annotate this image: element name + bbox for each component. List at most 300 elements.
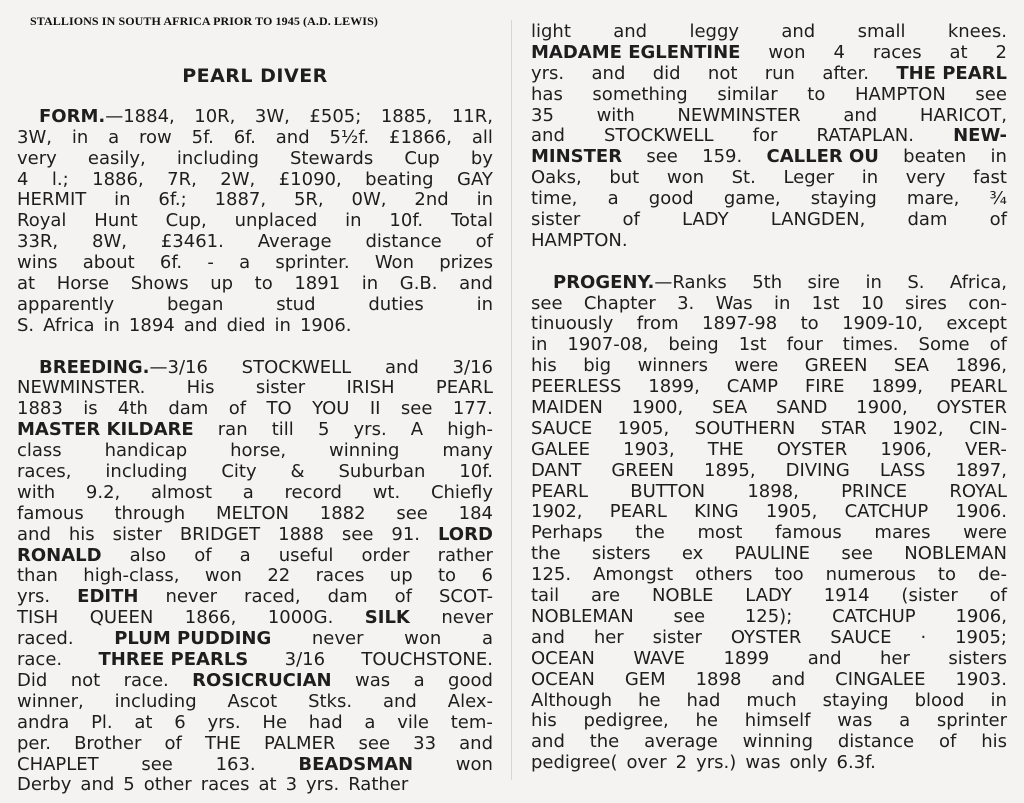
word: sisters xyxy=(948,647,1007,669)
word: staying xyxy=(822,689,889,711)
word: see xyxy=(975,83,1007,105)
word: Ascot xyxy=(227,690,278,712)
text-line xyxy=(17,650,493,671)
word: 1905, xyxy=(617,417,670,439)
text-line xyxy=(531,607,1007,628)
word: raced. xyxy=(17,628,74,650)
word: high-class, xyxy=(83,565,180,587)
word: 1895, xyxy=(704,459,756,481)
word: Africa xyxy=(43,314,95,336)
word: vile xyxy=(397,711,429,733)
word: 177. xyxy=(452,398,493,420)
word: Amongst xyxy=(593,564,674,586)
article-title: PEARL DIVER xyxy=(182,65,328,87)
word: four xyxy=(786,334,823,356)
word: 6 xyxy=(481,565,493,587)
word: races xyxy=(872,41,922,63)
text-line xyxy=(531,231,1007,252)
word: and xyxy=(771,668,806,690)
word: - xyxy=(207,252,214,274)
word: 159. xyxy=(702,146,743,168)
word: 5 xyxy=(317,419,330,441)
word: CINGALEE xyxy=(835,668,926,690)
word: 91. xyxy=(391,523,421,545)
word: a xyxy=(239,252,251,274)
word: IRISH xyxy=(346,377,395,399)
text-line xyxy=(17,295,493,316)
word: MASTER KILDARE xyxy=(17,419,194,441)
word: CATCHUP xyxy=(832,605,916,627)
word: SOUTHERN xyxy=(694,417,796,439)
word: 8W, xyxy=(92,231,127,253)
word: 1900, xyxy=(856,397,908,419)
word: 4 xyxy=(17,168,29,190)
word: races xyxy=(200,774,250,796)
word: to xyxy=(254,273,273,295)
word: 7R, xyxy=(167,168,197,190)
word: has xyxy=(531,83,563,105)
word: TOUCHSTONE. xyxy=(361,649,493,671)
text-line xyxy=(531,482,1007,503)
word: a xyxy=(364,711,376,733)
word: HAMPTON xyxy=(854,83,946,105)
text-line xyxy=(17,378,493,399)
text-line xyxy=(531,732,1007,753)
word: HARICOT, xyxy=(919,104,1007,126)
word: PAULINE xyxy=(734,543,811,565)
text-line xyxy=(17,232,493,253)
word: pedigree, xyxy=(583,710,669,732)
word: apparently xyxy=(17,293,115,315)
text-line xyxy=(531,22,1007,43)
word: never xyxy=(441,607,493,629)
word: including xyxy=(114,690,197,712)
word: high- xyxy=(447,419,493,441)
word: the xyxy=(635,522,665,544)
word: OYSTER xyxy=(936,397,1007,419)
word: He xyxy=(262,711,288,733)
word: he xyxy=(695,710,718,732)
word: very xyxy=(905,167,946,189)
text-line xyxy=(531,711,1007,732)
word: NEW- xyxy=(953,125,1007,147)
word: 1906. xyxy=(955,501,1007,523)
word: of xyxy=(989,585,1007,607)
word: 1900, xyxy=(631,397,684,419)
word: 1902, xyxy=(531,501,583,523)
word: 3/16 xyxy=(452,356,493,378)
word: and xyxy=(781,21,816,42)
word: order xyxy=(361,544,410,566)
word: but xyxy=(609,167,640,189)
word: OCEAN xyxy=(531,647,595,669)
word: see xyxy=(358,732,391,754)
word: too xyxy=(774,564,804,586)
word: 35 xyxy=(531,104,554,126)
word: 5 xyxy=(123,774,135,796)
word: HERMIT xyxy=(17,189,87,211)
word: 1887, xyxy=(214,189,267,211)
word: 2 xyxy=(995,41,1007,63)
word: mares xyxy=(874,522,931,544)
text-line xyxy=(531,85,1007,106)
word: SEA xyxy=(712,397,748,419)
word: others xyxy=(695,564,753,586)
word: His xyxy=(186,377,215,399)
text-line xyxy=(17,566,493,587)
word: CAMP xyxy=(726,376,779,398)
text-line xyxy=(531,126,1007,147)
word: never xyxy=(165,586,218,608)
word: class xyxy=(17,440,62,462)
word: useful xyxy=(278,544,334,566)
word: PEERLESS xyxy=(531,376,622,398)
word: PRINCE xyxy=(841,480,908,502)
word: 2 xyxy=(675,752,688,774)
word: de- xyxy=(977,564,1007,586)
word: per. xyxy=(17,732,51,754)
word: won xyxy=(204,565,242,587)
word: and xyxy=(843,104,878,126)
word: tinuously xyxy=(531,313,614,335)
text-line xyxy=(17,149,493,170)
word: 2nd xyxy=(414,189,449,211)
text-line xyxy=(17,441,493,462)
word: were xyxy=(734,355,779,377)
word: in xyxy=(114,189,131,211)
word: won xyxy=(455,753,493,775)
text-line xyxy=(531,314,1007,335)
word: sister xyxy=(255,377,306,399)
word: a xyxy=(108,126,120,148)
word: something xyxy=(592,83,688,105)
word: MAIDEN xyxy=(531,397,603,419)
word: numerous xyxy=(825,564,916,586)
word: at xyxy=(134,711,153,733)
word: in xyxy=(71,126,89,148)
text-line xyxy=(531,461,1007,482)
text-line xyxy=(17,358,493,379)
text-line xyxy=(531,43,1007,64)
word: 33R, xyxy=(17,231,59,253)
word: himself xyxy=(744,710,811,732)
word: 1914 xyxy=(823,585,870,607)
word: 1909-10, xyxy=(842,313,924,335)
word: only xyxy=(789,752,828,774)
word: over xyxy=(626,752,667,774)
word: SCOT- xyxy=(438,586,493,608)
word: 184 xyxy=(458,502,493,524)
word: BRIDGET xyxy=(179,523,261,545)
word: run xyxy=(764,62,795,84)
word: St. xyxy=(731,167,756,189)
word: good xyxy=(448,669,493,691)
word: STOCKWELL xyxy=(604,125,714,147)
word: CIN- xyxy=(969,417,1007,439)
word: 1902, xyxy=(892,417,944,439)
word: STOCKWELL xyxy=(241,356,352,378)
word: time, xyxy=(531,188,578,210)
word: NOBLEMAN xyxy=(531,605,634,627)
word: except xyxy=(946,313,1007,335)
word: see xyxy=(341,523,374,545)
text-line xyxy=(531,273,1007,294)
word: yrs. xyxy=(17,586,51,608)
word: distance xyxy=(365,231,442,253)
word: 3W, xyxy=(17,126,52,148)
word: won xyxy=(768,41,806,63)
text-line xyxy=(531,565,1007,586)
word: ROSICRUCIAN xyxy=(192,669,332,691)
word: and xyxy=(531,731,565,753)
word: see xyxy=(141,753,173,775)
word: had xyxy=(308,711,343,733)
word: handicap xyxy=(104,440,188,462)
word: see xyxy=(646,146,678,168)
word: and xyxy=(17,523,51,545)
word: in xyxy=(476,293,493,315)
word: 10 xyxy=(860,292,884,314)
text-line xyxy=(531,335,1007,356)
text-line xyxy=(531,64,1007,85)
text-line xyxy=(17,483,493,504)
word: unplaced xyxy=(234,210,318,232)
word: andra xyxy=(17,711,70,733)
word: most xyxy=(697,522,743,544)
word: PLUM PUDDING xyxy=(114,628,272,650)
word: a xyxy=(481,628,493,650)
word: game, xyxy=(723,188,781,210)
word: and xyxy=(275,126,310,148)
word: LORD xyxy=(437,523,493,545)
word: yrs. xyxy=(531,62,565,84)
word: 5½f. xyxy=(329,126,370,148)
word: 6 xyxy=(174,711,186,733)
word: DIVING xyxy=(785,459,850,481)
word: of xyxy=(394,586,412,608)
word: other xyxy=(143,774,192,796)
text-line xyxy=(17,274,493,295)
word: DANT xyxy=(531,459,582,481)
text-line xyxy=(17,587,493,608)
word: 1905, xyxy=(765,501,818,523)
paragraph-gap xyxy=(531,252,1007,273)
word: LADY xyxy=(745,585,792,607)
word: 33 xyxy=(413,732,437,754)
word: Leger xyxy=(783,167,835,189)
text-line xyxy=(531,753,1007,774)
word: MADAME EGLENTINE xyxy=(531,41,741,63)
word: was xyxy=(745,752,781,774)
text-line xyxy=(17,190,493,211)
word: at xyxy=(258,774,277,796)
word: from xyxy=(636,313,679,335)
word: and xyxy=(531,125,565,147)
word: GAY xyxy=(457,168,493,190)
word: PEARL xyxy=(609,501,667,523)
word: 1866, xyxy=(184,607,237,629)
word: NOBLE xyxy=(651,585,714,607)
word: yrs. xyxy=(207,711,241,733)
word: after. xyxy=(822,62,869,84)
text-line xyxy=(17,253,493,274)
word: up xyxy=(389,565,413,587)
word: similar xyxy=(717,83,778,105)
word: NEWMINSTER xyxy=(677,104,801,126)
word: are xyxy=(590,585,621,607)
word: with xyxy=(596,104,635,126)
word: in xyxy=(274,314,291,336)
word: all xyxy=(471,126,493,148)
word: 10R, xyxy=(194,105,236,127)
word: and xyxy=(384,356,419,378)
word: 1897-98 xyxy=(702,313,778,335)
word: Was xyxy=(715,292,753,314)
word: PROGENY.—Ranks xyxy=(553,271,727,293)
word: Cup xyxy=(404,147,440,169)
word: and xyxy=(80,774,115,796)
word: A xyxy=(410,419,424,441)
text-line xyxy=(531,147,1007,168)
text-line xyxy=(531,189,1007,210)
word: almost xyxy=(151,481,213,503)
word: had xyxy=(686,689,721,711)
word: 9.2, xyxy=(85,481,121,503)
word: SAND xyxy=(775,397,828,419)
text-line xyxy=(17,504,493,525)
word: 163. xyxy=(215,753,256,775)
word: in xyxy=(990,689,1007,711)
word: and xyxy=(382,690,417,712)
word: Chapter xyxy=(583,292,656,314)
word: of xyxy=(989,334,1007,356)
word: wins xyxy=(17,252,58,274)
word: to xyxy=(800,313,819,335)
text-line xyxy=(17,211,493,232)
text-line xyxy=(531,544,1007,565)
word: CATCHUP xyxy=(844,501,929,523)
word: PALMER xyxy=(263,732,336,754)
word: row xyxy=(139,126,172,148)
word: his xyxy=(531,355,557,377)
word: till xyxy=(271,419,294,441)
word: in xyxy=(990,146,1007,168)
word: BUTTON xyxy=(630,480,706,502)
word: 1907-08, xyxy=(567,334,649,356)
word: see xyxy=(400,398,433,420)
word: raced, xyxy=(244,586,301,608)
word: 1903. xyxy=(955,668,1007,690)
word: much xyxy=(746,689,797,711)
text-line xyxy=(17,399,493,420)
word: winning xyxy=(742,731,814,753)
word: YOU xyxy=(312,398,350,420)
word: PEARL xyxy=(435,377,493,399)
word: dam xyxy=(168,398,209,420)
word: 0W, xyxy=(351,189,387,211)
word: Total xyxy=(450,210,493,232)
word: race. xyxy=(17,649,63,671)
word: 125. xyxy=(531,564,572,586)
word: dam xyxy=(327,586,368,608)
word: 3 xyxy=(285,774,298,796)
word: small xyxy=(857,21,906,42)
word: Derby xyxy=(17,774,72,796)
word: 6.3f. xyxy=(836,752,876,774)
word: Royal xyxy=(17,210,67,232)
word: TISH xyxy=(17,607,59,629)
word: see xyxy=(531,292,563,314)
text-line xyxy=(17,525,493,546)
word: rather xyxy=(437,544,493,566)
word: yrs.) xyxy=(696,752,737,774)
word: 3W, xyxy=(254,105,290,127)
word: QUEEN xyxy=(89,607,154,629)
word: tem- xyxy=(450,711,493,733)
word: and xyxy=(613,21,648,42)
text-line xyxy=(531,649,1007,670)
word: staying xyxy=(810,188,877,210)
word: 5R, xyxy=(293,189,324,211)
word: WAVE xyxy=(633,647,685,669)
word: were xyxy=(963,522,1007,544)
word: MINSTER xyxy=(531,146,623,168)
word: in xyxy=(773,292,791,314)
word: G.B. xyxy=(399,273,438,295)
word: 6f. xyxy=(233,126,256,148)
word: knees. xyxy=(947,21,1007,42)
word: sprinter xyxy=(936,710,1007,732)
word: l.; xyxy=(51,168,69,190)
word: ROYAL xyxy=(949,480,1007,502)
word: THE xyxy=(707,438,744,460)
word: 22 xyxy=(267,565,291,587)
text-line xyxy=(17,462,493,483)
word: of xyxy=(622,209,640,231)
word: also xyxy=(129,544,167,566)
text-line xyxy=(531,210,1007,231)
word: sister xyxy=(652,626,702,648)
text-line xyxy=(17,755,493,776)
word: races xyxy=(315,565,365,587)
word: ¾ xyxy=(989,188,1007,210)
word: a xyxy=(899,710,911,732)
word: THREE PEARLS xyxy=(98,649,249,671)
word: 10f. xyxy=(459,461,493,483)
word: Cup, xyxy=(165,210,207,232)
text-line xyxy=(531,419,1007,440)
word: died xyxy=(226,314,266,336)
text-line xyxy=(531,523,1007,544)
word: CHAPLET xyxy=(17,753,99,775)
word: horse, xyxy=(230,440,287,462)
word: sprinter. xyxy=(275,252,350,274)
word: 11R, xyxy=(451,105,493,127)
word: 5th xyxy=(752,271,783,293)
word: £505; xyxy=(309,105,362,127)
word: Oaks, xyxy=(531,167,582,189)
word: including xyxy=(105,461,188,483)
word: fast xyxy=(973,167,1007,189)
word: did xyxy=(652,62,681,84)
word: ex xyxy=(681,543,704,565)
word: LASS xyxy=(879,459,926,481)
word: sires xyxy=(905,292,947,314)
word: yrs. xyxy=(353,419,387,441)
word: 1898 xyxy=(695,668,742,690)
word: THE xyxy=(204,732,241,754)
word: of xyxy=(989,209,1007,231)
